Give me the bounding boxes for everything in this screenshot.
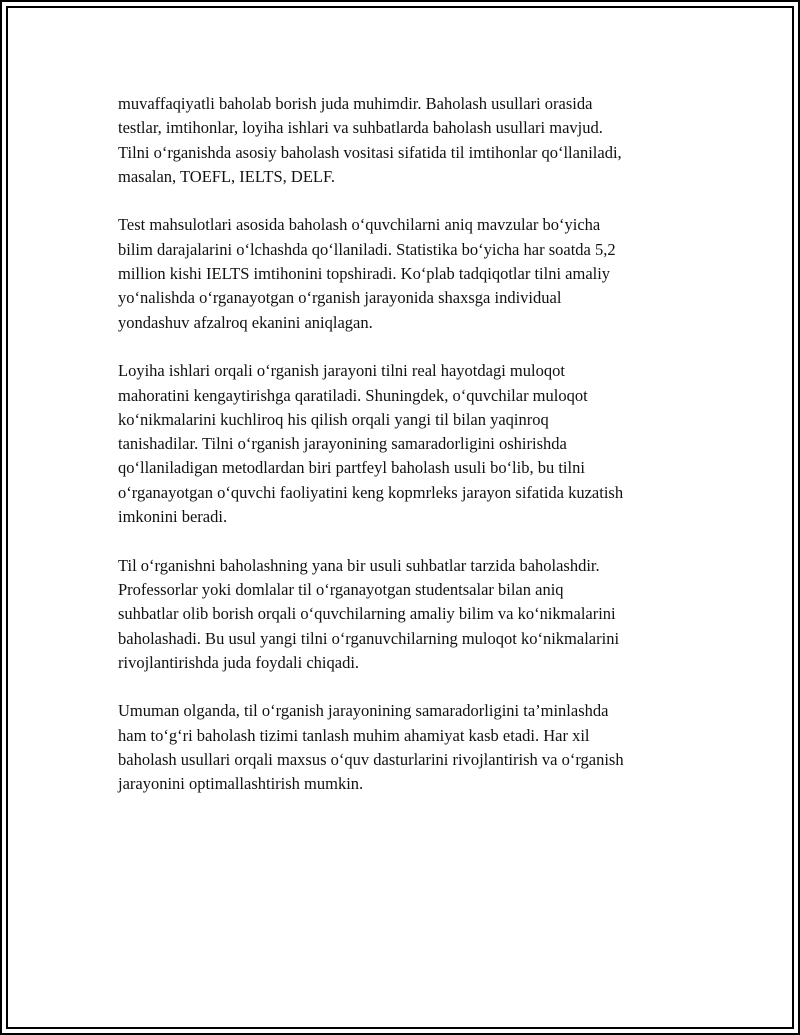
paragraph-5: Umuman olganda, til o‘rganish jarayonining samaradorligini ta’minlashda ham to‘g‘ri baholash tizimi tanlash muhim ahamiyat kasb etadi. Har xil baholash usullari orqali maxsus o‘quv dasturlarini rivojlantirish va o‘rganish jarayonini optimallashtirish mumkin. <box>118 701 624 794</box>
paragraph-4: Til o‘rganishni baholashning yana bir usuli suhbatlar tarzida baholashdir. Professorlar yoki domlalar til o‘rganayotgan studentsalar bilan aniq suhbatlar olib borish orqali o‘quvchilarning amaliy bilim va ko‘nikmalarini baholashadi. Bu usul yangi tilni o‘rganuvchilarning muloqot ko‘nikmalarini rivojlantirishda juda foydali chiqadi. <box>118 555 620 672</box>
document-body <box>118 92 688 821</box>
paragraph-1: muvaffaqiyatli baholab borish juda muhimdir. Baholash usullari orasida testlar, imtihonlar, loyiha ishlari va suhbatlarda baholash usullari mavjud. Tilni o‘rganishda asosiy baholash vositasi sifatida til imtihonlar qo‘llaniladi, masalan, TOEFL, IELTS, DELF. <box>118 94 622 186</box>
paragraph-3: Loyiha ishlari orqali o‘rganish jarayoni tilni real hayotdagi muloqot mahoratini kengaytirishga qaratiladi. Shuningdek, o‘quvchilar muloqot ko‘nikmalarini kuchliroq his qilish orqali yangi til bilan yaqinroq tanishadilar. Tilni o‘rganish jarayonining samaradorligini oshirishda qo‘llaniladigan metodlardan biri partfeyl baholash usuli bo‘lib, bu tilni o‘rganayotgan o‘quvchi faoliyatini keng kopmrleks jarayon sifatida kuzatish imkonini beradi. <box>118 361 624 527</box>
paragraph-2: Test mahsulotlari asosida baholash o‘quvchilarni aniq mavzular bo‘yicha bilim darajalarini o‘lchashda qo‘llaniladi. Statistika bo‘yicha har soatda 5,2 million kishi IELTS imtihonini topshiradi. Ko‘plab tadqiqotlar tilni amaliy yo‘nalishda o‘rganayotgan o‘rganish jarayonida shaxsga individual yondashuv afzalroq ekanini aniqlagan. <box>118 215 616 332</box>
